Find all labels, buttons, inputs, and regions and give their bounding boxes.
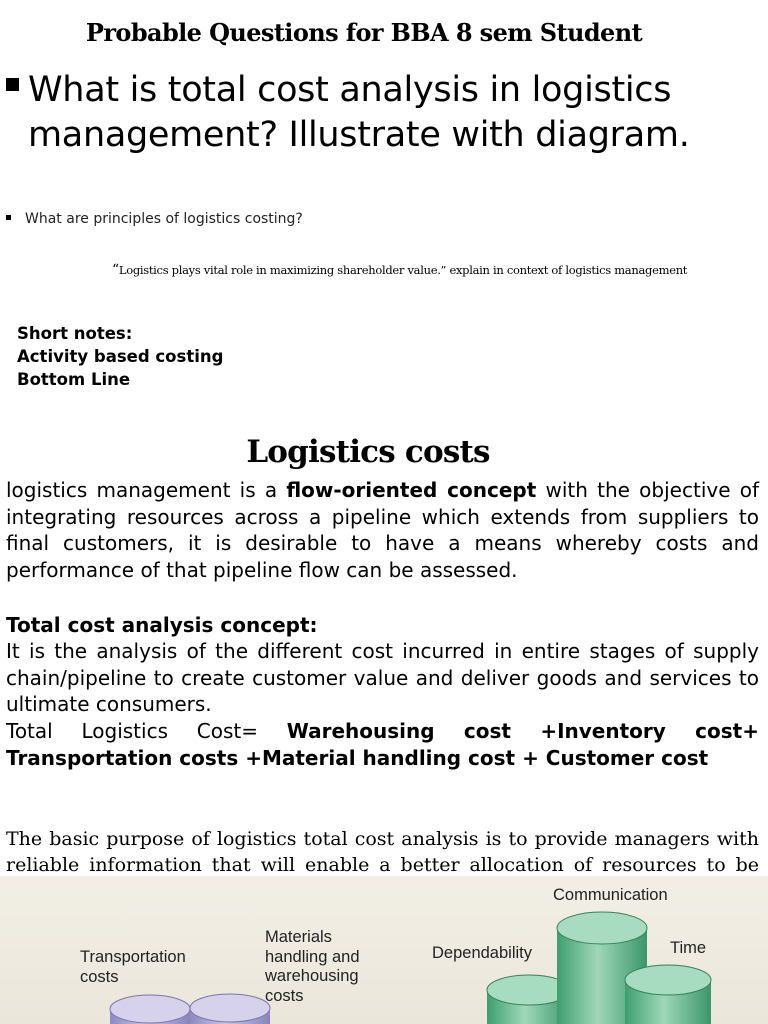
label-dependability: Dependability	[432, 944, 532, 962]
text-run: Total Logistics Cost=	[6, 719, 287, 743]
paragraph-purpose: The basic purpose of logistics total cost analysis is to provide managers with reliable information that will enable a better allocation of resources to be	[6, 828, 759, 876]
page-header-title: Probable Questions for BBA 8 sem Student	[85, 18, 643, 47]
question-2	[6, 211, 303, 227]
short-note-item: Activity based costing	[17, 347, 224, 366]
label-transportation-costs: Transportation costs	[80, 948, 186, 986]
bold-run: Warehousing cost +Inventory cost+ Transportation costs +Material handling cost + Customer cost	[6, 719, 759, 770]
bullet-square-icon	[6, 78, 19, 91]
text-run: logistics management is a	[6, 478, 287, 502]
question-3-rest: explain in context of logistics management	[446, 263, 688, 277]
open-quote: “	[112, 262, 119, 278]
paragraph-flow-concept	[6, 477, 759, 583]
bold-run: flow-oriented concept	[286, 478, 537, 502]
cost-cylinders-figure	[0, 876, 768, 1024]
question-1	[6, 68, 766, 158]
purple-cylinder-right	[190, 994, 270, 1024]
short-notes-heading: Short notes:	[17, 324, 133, 343]
question-2-text: What are principles of logistics costing?	[25, 211, 303, 227]
question-3	[112, 262, 687, 278]
purple-cylinder-left	[110, 995, 190, 1024]
green-cylinder-time	[625, 965, 711, 1024]
bullet-square-icon	[6, 215, 11, 220]
text-run: with the objective of integrating resources across a pipeline which extends from suppliers to final customers, it is desirable to have a means whereby costs and performance of that pipeline flow can be assessed.	[6, 478, 759, 582]
label-time: Time	[670, 939, 707, 957]
total-cost-heading: Total cost analysis concept:	[6, 613, 318, 637]
section-title: Logistics costs	[246, 434, 490, 470]
question-1-text: What is total cost analysis in logistics management? Illustrate with diagram.	[28, 70, 690, 155]
paragraph-total-cost-definition: It is the analysis of the different cost incurred in entire stages of supply chain/pipeline to create customer value and deliver goods and services to ultimate consumers.	[6, 639, 759, 716]
short-note-item: Bottom Line	[17, 370, 131, 389]
short-notes	[17, 322, 223, 391]
question-3-quote: Logistics plays vital role in maximizing shareholder value.”	[118, 263, 447, 277]
paragraph-total-cost-formula	[6, 718, 759, 771]
label-communication: Communication	[553, 886, 668, 904]
label-materials-handling: Materials handling and warehousing costs	[265, 928, 360, 1005]
